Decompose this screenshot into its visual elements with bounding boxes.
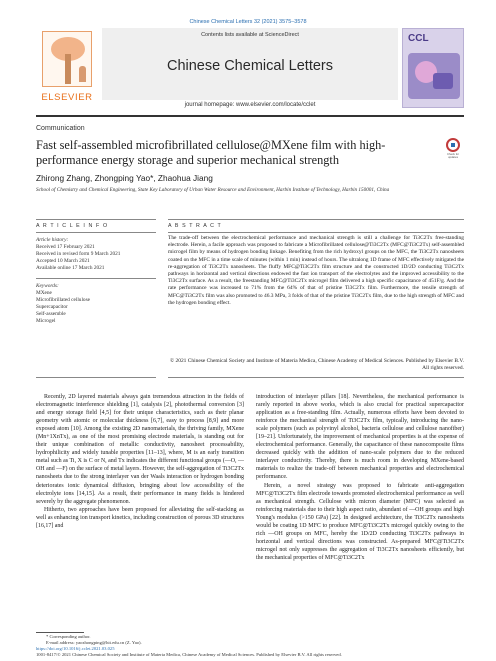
author-list[interactable]: Zhirong Zhang, Zhongping Yao*, Zhaohua Jiang	[36, 173, 213, 183]
section-label: Communication	[36, 125, 85, 132]
header-rule	[36, 115, 464, 117]
doi-link[interactable]: https://doi.org/10.1016/j.cclet.2021.03.025	[36, 646, 115, 651]
body-column-right	[256, 393, 464, 562]
crossmark-badge[interactable]	[444, 138, 462, 160]
elsevier-tree-icon	[42, 31, 92, 87]
info-sub-rule	[36, 232, 156, 233]
body-paragraph: introduction of interlayer pillars [18]. Nevertheless, the mechanical performance is rarely reported in above works, which is also crucial for practical supercapacitor application as a free-standing film. Actually, numerous efforts have been devoted to reinforce the mechanical strength of Ti3C2Tx film, typically, introducing the nano-scale polymers (such as polyvinyl alcohol, bacteria cellulose and cellulose nanofiber) [19–21]. Unfortunately, the improvement of mechanical properties is at the expense of electrochemical performance. Generally, the capacitance of these nanocomposite films decreased quickly with the addition of nano-scale polymers due to the reduced interlayer conductivity. Thereby, there is much room in developing MXene-based materials to realize the trade-off between mechanical properties and electrochemical performance.	[256, 394, 464, 481]
article-history	[36, 237, 156, 272]
abstract-text: The trade-off between the electrochemical performance and mechanical strength is still a challenge for Ti3C2Tx free-standing electrode. Herein, a facile approach was proposed to fabricate a Microfibrillated cellulose@Ti3C2Tx (MFC@Ti3C2Tx) self-assembled microgel film by means of hydrogen bonding linkage. Benefiting from the rich hydroxyl groups on the MFC, the Ti3C2Tx nanosheets coated on the MFC in a time scale of minutes (within 1 min) instead of hours. The ultralong 1D frame of MFC effectively mitigated the re-aggregation of Ti3C2Tx nanosheets. The fluffy MFC@Ti3C2Tx film structure and the constructed 1D/2D conducting Ti3C2Tx pathways in horizontal and vertical directions endowed the fast ion transport of the electrolytes and the improved accessibility to the Ti3C2Tx surface. As a result, the freestanding MFC@Ti3C2Tx microgel film delivered a high specific capacitance of 451F/g. And the rate performance was increased to 71% from the 64% of that of pristine Ti3C2Tx film. Furthermore, the tensile strength of MFC@Ti3C2Tx film was also promoted to 46.3 MPa, 3 folds of that of the pristine Ti3C2Tx film, due to the high strength of MFC and the hydrogen bonding effect.	[168, 235, 464, 306]
keyword: MXene	[36, 290, 52, 296]
info-top-rule	[36, 219, 156, 220]
keyword: Microfibrillated cellulose	[36, 297, 90, 303]
history-item: Available online 17 March 2021	[36, 265, 105, 271]
elsevier-logo[interactable]	[36, 28, 98, 110]
affiliation: School of Chemistry and Chemical Engineering, State Key Laboratory of Urban Water Resource and Environment, Harbin Institute of Technology, Harbin 150001, China	[36, 187, 390, 193]
body-paragraph: Recently, 2D layered materials always gain tremendous attraction in the fields of electromagnetic interference shielding [1], catalysis [2], photothermal conversion [3] and energy storage field [4,5] for their unique characteristics, such as their planar geometry with atomic or molecular thickness [6,7], easy to process [8,9] and more exposed atom [10]. Among the existing 2D nanomaterials, the thriving family, MXene (Mn+1XnTx), as one of the most promising electrode materials, is standing out for their unique combination of metallic conductivity, nanosheet processability, hydrophilicity and widely tunable properties [11–13], where, M is an early transition metal such as Ti, X is C or N, and Tx indicates the different functional groups (—O, —OH and —F) on the surface of metal layers. However, the self-aggregation of Ti3C2Tx nanosheets due to the strong interlayer van der Waals interaction or hydrogen bonding deteriorates ionic dynamical diffusion, bringing about low accessibility of the electrolyte ions [14,15]. As a result, their performance in many fields is hindered severely by the aggregate phenomenon.	[36, 394, 244, 505]
journal-cover-image[interactable]	[402, 28, 464, 108]
journal-reference[interactable]: Chinese Chemical Letters 32 (2021) 3575–3578	[189, 19, 307, 25]
author-email[interactable]: E-mail address: yaozhongping@hit.edu.cn (Z. Yao).	[46, 640, 142, 645]
abstract-sub-rule	[168, 232, 464, 233]
abstract-copyright: © 2021 Chinese Chemical Society and Institute of Materia Medica, Chinese Academy of Medical Sciences. Published by Elsevier B.V. All rights reserved.	[170, 358, 464, 372]
abstract-top-rule	[168, 219, 464, 220]
abstract-bottom-rule	[168, 377, 464, 378]
issn-copyright: 1001-8417/© 2021 Chinese Chemical Society and Institute of Materia Medica, Chinese Academy of Medical Sciences. Published by Elsevier B.V. All rights reserved.	[36, 652, 342, 657]
body-paragraph: Hitherto, two approaches have been proposed for alleviating the self-stacking as well as enhancing ion transport kinetics, including construction of porous 3D structures [16,17] and	[36, 506, 244, 529]
journal-homepage[interactable]: journal homepage: www.elsevier.com/locate/cclet	[184, 102, 316, 108]
corresponding-author-note: * Corresponding author.	[46, 634, 91, 639]
keywords	[36, 283, 156, 325]
keyword: Self-assemble	[36, 311, 66, 317]
footnote	[46, 634, 246, 646]
cover-label: CCL	[408, 33, 429, 44]
history-item: Received 17 February 2021	[36, 244, 95, 250]
history-title: Article history:	[36, 237, 69, 243]
page-footer	[36, 646, 466, 658]
body-paragraph: Herein, a novel strategy was proposed to fabricate anti-aggregation MFC@Ti3C2Tx film electrode towards promoted electrochemical performance as well as mechanical strength. Cellulose with micron diameter (MFC) was selected as reinforcing materials due to their high aspect ratio, abundant of —OH groups and high Young's modulus (>150 GPa) [22]. In designed architecture, the Ti3C2Tx nanosheets would be coating 1D MFC to produce MFC@Ti3C2Tx microgel quickly owing to the rich —OH groups on MFC, hereby the 1D/2D conducting Ti3C2Tx pathways in horizontal and vertical directions was constructed. As-prepared MFC@Ti3C2Tx microgel not only suppresses the aggregation of Ti3C2Tx nanosheets efficiently, but the mechanical properties of MFC@Ti3C2Tx	[256, 482, 464, 561]
keyword: Supercapacitor	[36, 304, 68, 310]
history-item: Accepted 10 March 2021	[36, 258, 90, 264]
history-item: Received in revised form 9 March 2021	[36, 251, 121, 257]
keywords-divider	[36, 278, 156, 279]
article-title: Fast self-assembled microfibrillated cellulose@MXene film with high-performance energy storage and superior mechanical strength	[36, 138, 386, 167]
keywords-title: Keywords:	[36, 283, 59, 289]
elsevier-wordmark: ELSEVIER	[41, 92, 93, 103]
footnote-rule	[36, 632, 84, 633]
journal-title-box	[102, 28, 398, 100]
article-info-heading: A R T I C L E I N F O	[36, 223, 109, 229]
journal-name: Chinese Chemical Letters	[166, 58, 334, 74]
abstract-heading: A B S T R A C T	[168, 223, 222, 229]
body-column-left	[36, 393, 244, 530]
crossmark-icon	[446, 138, 460, 152]
contents-availability[interactable]: Contents lists available at ScienceDirect	[201, 32, 299, 38]
masthead	[36, 28, 464, 110]
info-bottom-rule	[36, 377, 156, 378]
keyword: Microgel	[36, 318, 56, 324]
crossmark-text: Check for updates	[447, 152, 459, 159]
